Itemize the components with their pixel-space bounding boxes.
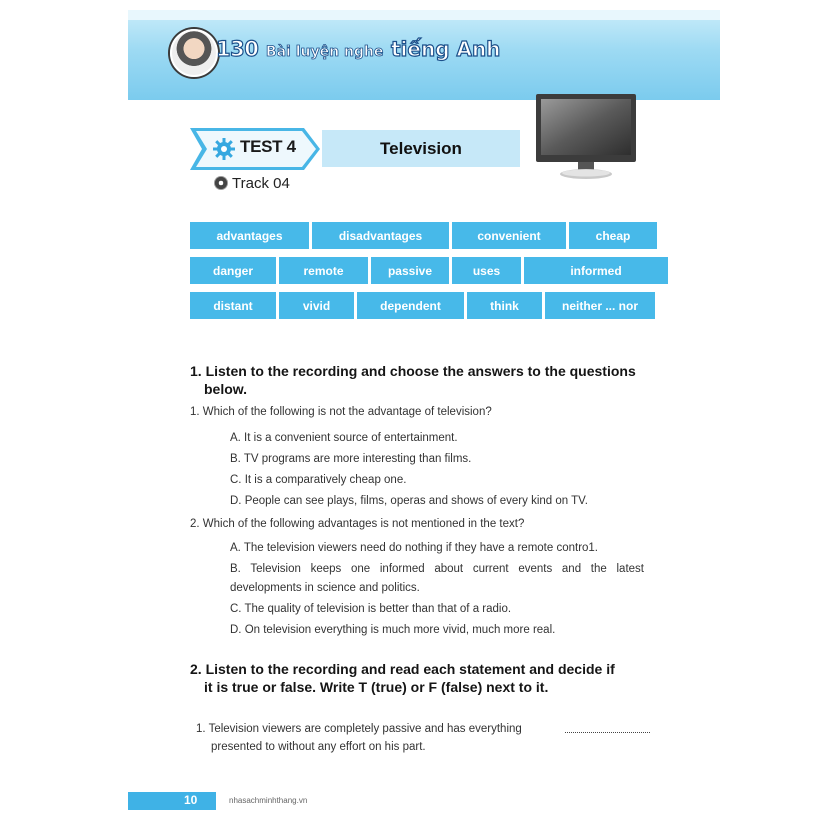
word-chip: cheap — [569, 222, 657, 249]
question-1: 1. Which of the following is not the advantage of television? — [190, 406, 492, 418]
topic-title-box — [322, 130, 520, 167]
word-bank-row-1 — [190, 222, 657, 249]
track-label: Track 04 — [232, 175, 290, 192]
footer-bar — [128, 792, 216, 810]
statement-1-line-2: presented to without any effort on his part. — [211, 741, 426, 753]
word-chip: dependent — [357, 292, 464, 319]
word-chip: advantages — [190, 222, 309, 249]
section-2-heading — [190, 660, 670, 696]
test-label: TEST 4 — [240, 137, 296, 156]
publisher-website: nhasachminhthang.vn — [229, 796, 308, 805]
section-1-heading-line-2: below. — [204, 381, 248, 397]
audio-track[interactable] — [214, 175, 290, 192]
word-chip: remote — [279, 257, 368, 284]
television-image — [530, 92, 642, 184]
series-mid-text: Bài luyện nghe — [265, 44, 384, 60]
question-1-option-d: D. People can see plays, films, operas and shows of every kind on TV. — [230, 495, 588, 507]
question-2-option-d: D. On television everything is much more vivid, much more real. — [230, 624, 556, 636]
page-number: 10 — [184, 793, 198, 807]
word-bank-row-2 — [190, 257, 668, 284]
series-end-text: tiếng Anh — [390, 37, 501, 61]
word-chip: distant — [190, 292, 276, 319]
statement-1-line-1: 1. Television viewers are completely passive and has everything — [196, 723, 522, 735]
section-2-heading-line-1: 2. Listen to the recording and read each statement and decide if — [190, 661, 615, 677]
word-chip: think — [467, 292, 542, 319]
word-chip: vivid — [279, 292, 354, 319]
section-2-heading-line-2: it is true or false. Write T (true) or F (false) next to it. — [204, 679, 549, 695]
answer-blank[interactable] — [565, 730, 650, 733]
series-number: 130 — [216, 37, 259, 61]
question-1-option-b: B. TV programs are more interesting than films. — [230, 453, 472, 465]
word-chip: neither ... nor — [545, 292, 655, 319]
cd-icon — [214, 176, 228, 190]
teacher-avatar — [170, 29, 218, 77]
word-chip: disadvantages — [312, 222, 449, 249]
question-2: 2. Which of the following advantages is not mentioned in the text? — [190, 518, 525, 530]
section-1-heading — [190, 362, 670, 398]
word-chip: passive — [371, 257, 449, 284]
gear-icon — [212, 137, 236, 161]
question-2-option-a: A. The television viewers need do nothing if they have a remote contro1. — [230, 542, 599, 554]
word-chip: danger — [190, 257, 276, 284]
section-1-heading-line-1: 1. Listen to the recording and choose the answers to the questions — [190, 363, 636, 379]
question-1-option-c: C. It is a comparatively cheap one. — [230, 474, 407, 486]
question-2-option-c: C. The quality of television is better than that of a radio. — [230, 603, 512, 615]
topic-title: Television — [380, 139, 462, 158]
word-chip: uses — [452, 257, 521, 284]
word-chip: informed — [524, 257, 668, 284]
word-bank-row-3 — [190, 292, 655, 319]
question-2-option-b: B. Television keeps one informed about current events and the latest developments in science and politics. — [230, 563, 644, 594]
question-1-option-a: A. It is a convenient source of entertainment. — [230, 432, 458, 444]
series-title — [216, 37, 500, 61]
word-chip: convenient — [452, 222, 566, 249]
